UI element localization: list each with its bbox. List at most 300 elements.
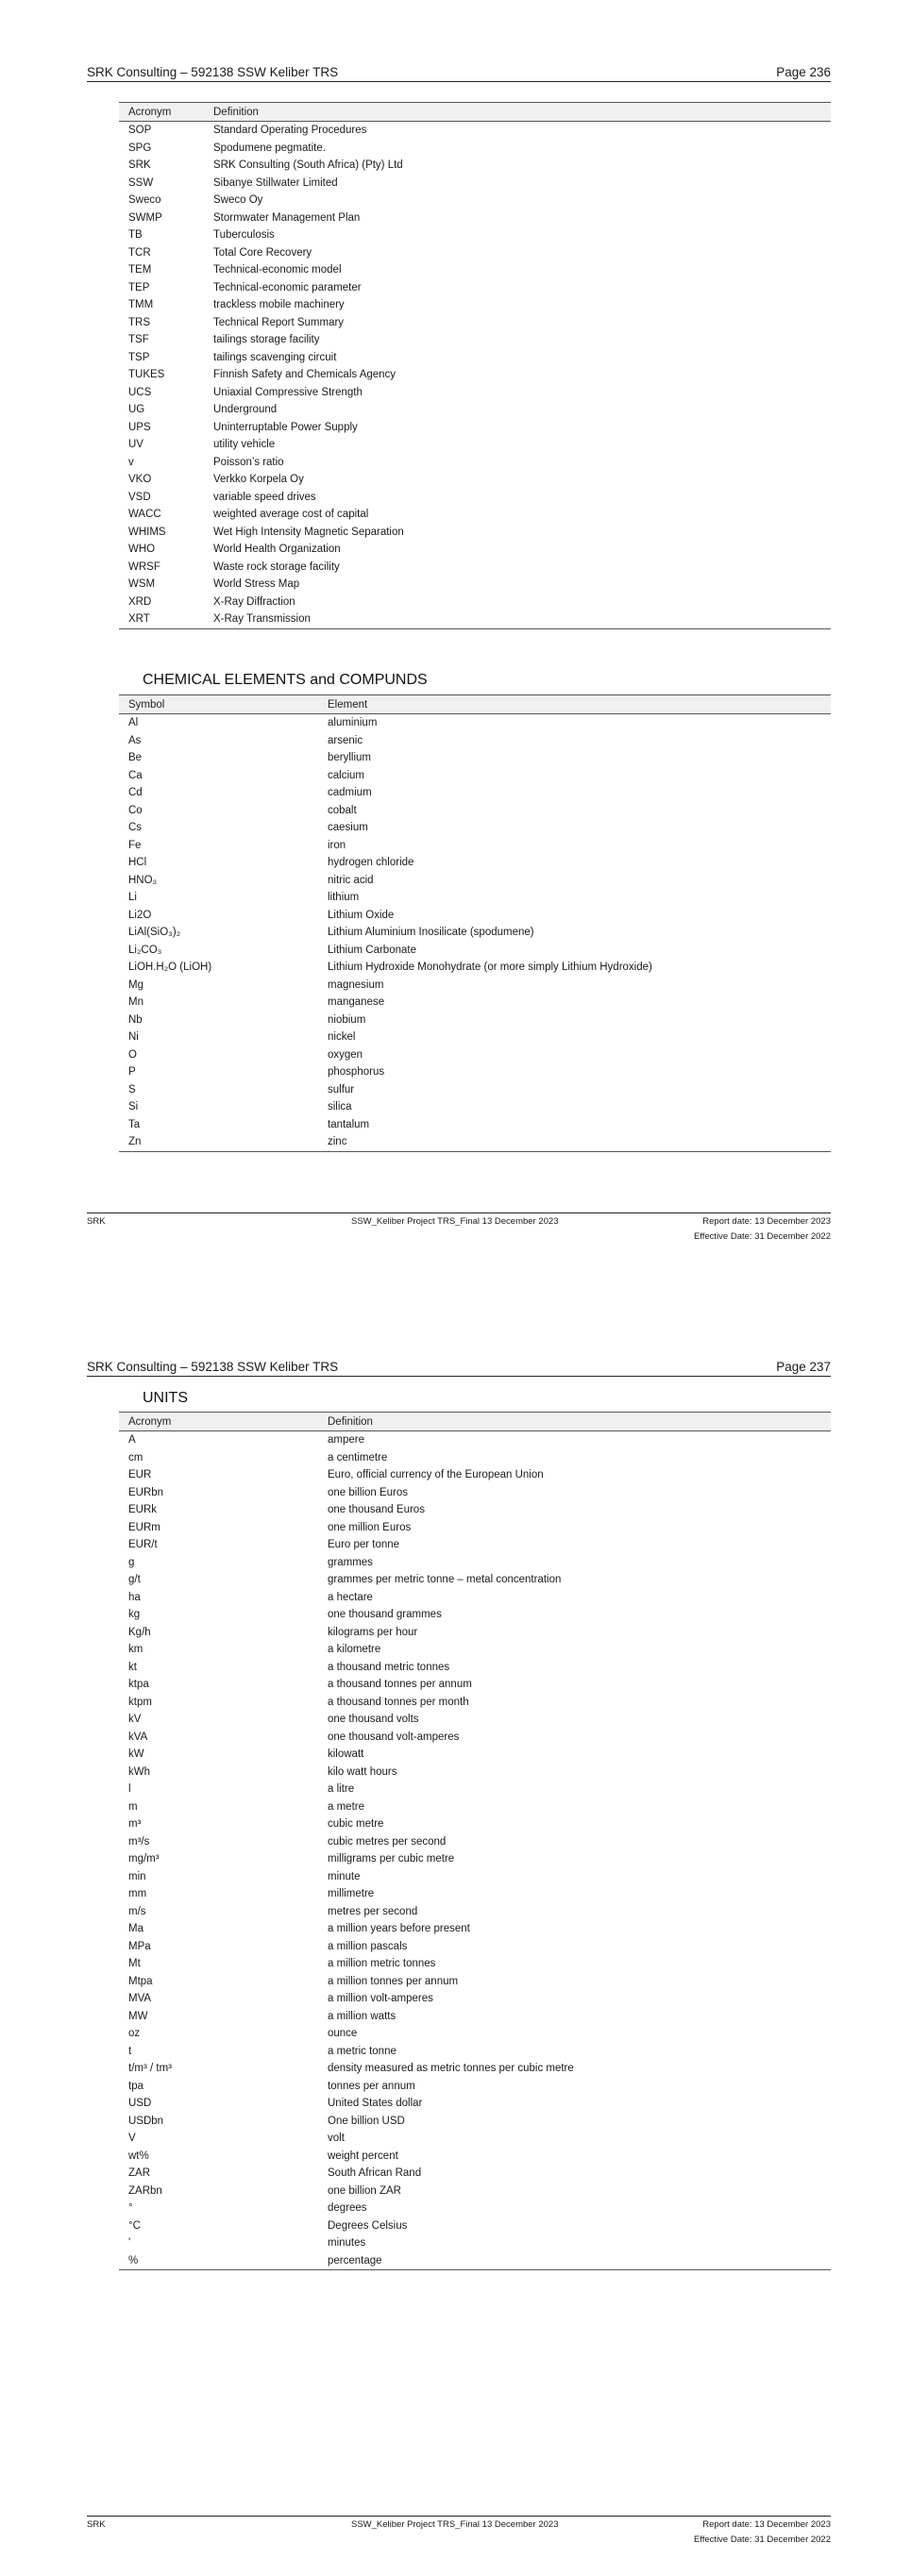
table-row (119, 1694, 831, 1712)
term-cell: Li₂CO₃ (128, 944, 162, 956)
column-header: Acronym (119, 103, 204, 122)
definition-cell: oxygen (328, 1048, 363, 1061)
definition-cell: a metre (328, 1800, 364, 1813)
table-row (119, 454, 831, 472)
term-cell: m/s (128, 1905, 146, 1917)
header-title: SRK Consulting – 592138 SSW Keliber TRS (87, 1360, 339, 1374)
table-row (119, 192, 831, 209)
term-cell: LiOH.H₂O (LiOH) (128, 962, 212, 974)
table-row (119, 714, 831, 732)
term-cell: % (119, 2252, 318, 2270)
definition-cell: tantalum (328, 1118, 370, 1130)
definition-cell: one billion Euros (328, 1486, 409, 1498)
definition-cell: Sweco Oy (213, 194, 263, 207)
term-cell: Nb (128, 1013, 143, 1026)
definition-cell: variable speed drives (213, 491, 316, 503)
table-row (119, 1781, 831, 1798)
term-cell: tpa (128, 2080, 143, 2092)
footer-effective-date: Effective Date: 31 December 2022 (693, 1231, 831, 1242)
page-number: Page 237 (776, 1360, 831, 1374)
definition-cell: a million volt-amperes (328, 1993, 433, 2005)
table-row (119, 2165, 831, 2183)
column-header: Definition (204, 103, 831, 122)
term-cell: SOP (128, 125, 152, 137)
definition-cell: Lithium Carbonate (328, 944, 416, 956)
definition-cell: minutes (328, 2237, 366, 2250)
definition-cell: Technical-economic parameter (213, 281, 362, 293)
table-row (119, 1081, 831, 1099)
table-row (119, 122, 831, 140)
term-cell: XRT (119, 611, 204, 628)
definition-cell: SRK Consulting (South Africa) (Pty) Ltd (213, 159, 403, 172)
term-cell: WHO (128, 544, 156, 556)
table-row (119, 1466, 831, 1484)
term-cell: UG (128, 404, 145, 416)
term-cell: m (128, 1800, 138, 1813)
term-cell: As (128, 734, 142, 746)
table-row (119, 1029, 831, 1046)
definition-cell: niobium (328, 1013, 366, 1026)
table-row (119, 1449, 831, 1467)
table-row (119, 2043, 831, 2061)
definition-cell: kilowatt (328, 1748, 364, 1761)
term-cell: SRK (128, 159, 151, 172)
term-cell: TMM (128, 299, 154, 311)
table-row (119, 1711, 831, 1729)
term-cell: S (128, 1083, 136, 1096)
table-row (119, 1746, 831, 1764)
definition-cell: tailings scavenging circuit (213, 351, 337, 363)
table-row (119, 506, 831, 524)
term-cell: USD (128, 2098, 152, 2110)
table-row (119, 1815, 831, 1833)
definition-cell: one million Euros (328, 1521, 412, 1533)
table-row (119, 2095, 831, 2113)
term-cell: Si (128, 1101, 139, 1113)
table-row (119, 1903, 831, 1921)
table-row (119, 1729, 831, 1747)
table-row (119, 1624, 831, 1642)
term-cell: Cd (128, 787, 143, 799)
table-row (119, 2252, 831, 2270)
table-row (119, 1012, 831, 1029)
column-header: Definition (318, 1413, 831, 1431)
table-row (119, 1833, 831, 1851)
table-row (119, 1920, 831, 1938)
table-row (119, 819, 831, 837)
table-row (119, 907, 831, 925)
definition-cell: Technical-economic model (213, 264, 342, 276)
definition-cell: arsenic (328, 734, 363, 746)
term-cell: min (128, 1870, 146, 1882)
definition-cell: minute (328, 1870, 361, 1882)
footer-report-date: Report date: 13 December 2023 (702, 2519, 831, 2530)
table-row (119, 1885, 831, 1903)
table-row (119, 2113, 831, 2131)
definition-cell: degrees (328, 2202, 367, 2215)
definition-cell: Underground (213, 404, 278, 416)
table-row (119, 1133, 831, 1151)
definition-cell: milligrams per cubic metre (328, 1853, 455, 1865)
table-row (119, 2060, 831, 2078)
definition-cell: manganese (328, 996, 385, 1009)
definition-cell: Standard Operating Procedures (213, 125, 367, 137)
table-row (119, 2130, 831, 2148)
definition-cell: a million tonnes per annum (328, 1975, 459, 1987)
term-cell: ha (128, 1591, 141, 1603)
definition-cell: a million pascals (328, 1940, 408, 1952)
page-header (87, 62, 831, 82)
term-cell: TEP (128, 281, 150, 293)
definition-cell: One billion USD (328, 2115, 405, 2127)
definition-cell: caesium (328, 822, 368, 834)
table-row (119, 419, 831, 437)
footer-effective-date: Effective Date: 31 December 2022 (693, 2534, 831, 2545)
table-row (119, 977, 831, 995)
term-cell: O (128, 1048, 137, 1061)
table-row (119, 1641, 831, 1659)
page-header (87, 1357, 831, 1377)
term-cell: EURm (128, 1521, 160, 1533)
table-row (119, 279, 831, 297)
table-row (119, 732, 831, 750)
definition-cell: Tuberculosis (213, 229, 275, 242)
header-title: SRK Consulting – 592138 SSW Keliber TRS (87, 65, 339, 79)
table-row (119, 1589, 831, 1607)
definition-cell: Stormwater Management Plan (213, 211, 361, 224)
definition-cell: Total Core Recovery (213, 246, 312, 259)
definition-cell: kilo watt hours (328, 1765, 397, 1778)
term-cell: TEM (128, 264, 152, 276)
term-cell: UV (128, 439, 143, 451)
table-row (119, 2078, 831, 2096)
definition-cell: cadmium (328, 787, 372, 799)
term-cell: USDbn (128, 2115, 164, 2127)
definition-cell: aluminium (328, 717, 378, 729)
table-row (119, 1850, 831, 1868)
table-row (119, 1938, 831, 1956)
table-row (119, 1501, 831, 1519)
definition-cell: one thousand grammes (328, 1609, 442, 1621)
term-cell: m³/s (128, 1835, 150, 1848)
definition-cell: one billion ZAR (328, 2184, 401, 2197)
term-cell: mg/m³ (128, 1853, 160, 1865)
table-row (119, 1554, 831, 1572)
definition-cell: phosphorus (328, 1066, 385, 1079)
term-cell: km (128, 1644, 143, 1656)
term-cell: TB (128, 229, 143, 242)
table-row (119, 1676, 831, 1694)
definition-cell: Wet High Intensity Magnetic Separation (213, 526, 404, 538)
term-cell: Mt (128, 1958, 141, 1970)
chemicals-table (119, 694, 831, 1152)
definition-cell: tonnes per annum (328, 2080, 415, 2092)
table-row (119, 749, 831, 767)
term-cell: VSD (128, 491, 151, 503)
definition-cell: a litre (328, 1783, 355, 1796)
term-cell: m³ (128, 1818, 142, 1831)
term-cell: Li2O (128, 909, 152, 921)
definition-cell: lithium (328, 892, 360, 904)
table-row (119, 366, 831, 384)
table-row (119, 209, 831, 227)
table-row (119, 1955, 831, 1973)
definition-cell: a hectare (328, 1591, 373, 1603)
table-row (119, 889, 831, 907)
table-header-row (119, 103, 831, 122)
definition-cell: weighted average cost of capital (213, 509, 369, 521)
column-header: Symbol (119, 695, 318, 714)
term-cell: Ni (128, 1031, 139, 1044)
term-cell: l (128, 1783, 131, 1796)
definition-cell: grammes (328, 1556, 373, 1568)
definition-cell: X-Ray Diffraction (213, 595, 295, 608)
definition-cell: magnesium (328, 979, 384, 991)
term-cell: WRSF (128, 560, 160, 573)
term-cell: Kg/h (128, 1626, 151, 1638)
definition-cell: cobalt (328, 804, 357, 816)
term-cell: ZAR (128, 2167, 150, 2180)
definition-cell: Euro per tonne (328, 1539, 400, 1551)
term-cell: v (128, 456, 134, 468)
table-row (119, 784, 831, 802)
term-cell: Co (128, 804, 143, 816)
term-cell: TRS (128, 316, 150, 328)
table-row (119, 1990, 831, 2008)
term-cell: UCS (128, 386, 152, 398)
term-cell: ° (128, 2202, 133, 2215)
table-row (119, 140, 831, 158)
term-cell: V (128, 2133, 136, 2145)
term-cell: kV (128, 1714, 142, 1726)
table-row (119, 384, 831, 402)
term-cell: LiAl(SiO₃)₂ (128, 927, 181, 939)
term-cell: t (128, 2045, 132, 2057)
table-row (119, 924, 831, 942)
definition-cell: Lithium Aluminium Inosilicate (spodumene) (328, 927, 534, 939)
definition-cell: cubic metres per second (328, 1835, 447, 1848)
term-cell: UPS (128, 421, 151, 433)
term-cell: Ta (128, 1118, 141, 1130)
term-cell: WSM (128, 578, 156, 591)
definition-cell: millimetre (328, 1888, 375, 1900)
table-row (119, 1116, 831, 1134)
definition-cell: a centimetre (328, 1451, 388, 1464)
term-cell: SSW (128, 176, 154, 189)
term-cell: MW (128, 2010, 148, 2022)
table-row (119, 1764, 831, 1781)
term-cell: wt% (128, 2149, 149, 2162)
definition-cell: Uniaxial Compressive Strength (213, 386, 363, 398)
term-cell: Mn (128, 996, 143, 1009)
page-footer (87, 2516, 831, 2545)
term-cell: Al (128, 717, 139, 729)
definition-cell: trackless mobile machinery (213, 299, 345, 311)
term-cell: Sweco (128, 194, 161, 207)
definition-cell: nickel (328, 1031, 356, 1044)
term-cell: EUR (128, 1469, 152, 1481)
section-title-chemicals: CHEMICAL ELEMENTS and COMPUNDS (143, 672, 428, 688)
table-row (119, 2217, 831, 2235)
table-row (119, 175, 831, 192)
table-row (119, 576, 831, 594)
table-row (119, 2200, 831, 2217)
term-cell: SWMP (128, 211, 162, 224)
definition-cell: utility vehicle (213, 439, 276, 451)
definition-cell: silica (328, 1101, 352, 1113)
definition-cell: South African Rand (328, 2167, 422, 2180)
table-row (119, 436, 831, 454)
term-cell: kWh (128, 1765, 150, 1778)
definition-cell: Euro, official currency of the European Union (328, 1469, 544, 1481)
definition-cell: Spodumene pegmatite. (213, 142, 326, 154)
definition-cell: a thousand metric tonnes (328, 1661, 450, 1673)
table-row (119, 1868, 831, 1886)
definition-cell: Verkko Korpela Oy (213, 474, 304, 486)
definition-cell: a metric tonne (328, 2045, 396, 2057)
definition-cell: beryllium (328, 752, 372, 764)
table-row (119, 244, 831, 262)
table-row (119, 767, 831, 785)
section-title-units: UNITS (143, 1390, 188, 1406)
definition-cell: one thousand volts (328, 1714, 419, 1726)
table-row (119, 1519, 831, 1537)
term-cell: WHIMS (128, 526, 166, 538)
definition-cell: weight percent (328, 2149, 398, 2162)
definition-cell: Uninterruptable Power Supply (213, 421, 358, 433)
term-cell: kW (128, 1748, 144, 1761)
term-cell: EUR/t (128, 1539, 158, 1551)
term-cell: cm (128, 1451, 143, 1464)
definition-cell: grammes per metric tonne – metal concentration (328, 1574, 562, 1586)
table-row (119, 2025, 831, 2043)
definition-cell: volt (328, 2133, 345, 2145)
definition-cell: Poisson’s ratio (213, 456, 284, 468)
term-cell: t/m³ / tm³ (128, 2063, 172, 2075)
definition-cell: Technical Report Summary (213, 316, 345, 328)
term-cell: Cs (128, 822, 143, 834)
definition-cell: World Health Organization (213, 544, 341, 556)
definition-cell: kilograms per hour (328, 1626, 418, 1638)
definition-cell: percentage (318, 2252, 831, 2270)
term-cell: XRD (128, 595, 152, 608)
table-row (119, 1798, 831, 1816)
table-row (119, 331, 831, 349)
term-cell: VKO (128, 474, 152, 486)
definition-cell: a kilometre (328, 1644, 381, 1656)
term-cell: ZARbn (128, 2184, 162, 2197)
term-cell: Zn (119, 1133, 318, 1151)
table-row (119, 994, 831, 1012)
table-row (119, 1098, 831, 1116)
term-cell: Fe (128, 839, 142, 851)
definition-cell: zinc (318, 1133, 831, 1151)
term-cell: Be (128, 752, 143, 764)
table-header-row (119, 695, 831, 714)
table-row (119, 541, 831, 559)
definition-cell: a million watts (328, 2010, 396, 2022)
table-header-row (119, 1413, 831, 1431)
definition-cell: X-Ray Transmission (204, 611, 831, 628)
definition-cell: nitric acid (328, 874, 374, 886)
table-row (119, 1973, 831, 1991)
term-cell: TSF (128, 334, 149, 346)
table-row (119, 1606, 831, 1624)
term-cell: ktpa (128, 1679, 149, 1691)
definition-cell: one thousand volt-amperes (328, 1731, 460, 1743)
table-row (119, 2148, 831, 2166)
table-row (119, 489, 831, 507)
term-cell: kg (128, 1609, 141, 1621)
definition-cell: United States dollar (328, 2098, 423, 2110)
table-row (119, 2183, 831, 2200)
term-cell: HCl (128, 857, 147, 869)
footer-company: SRK (87, 1216, 106, 1227)
table-row (119, 1046, 831, 1064)
table-row (119, 349, 831, 367)
table-row (119, 401, 831, 419)
footer-company: SRK (87, 2519, 106, 2530)
acronyms-table (119, 102, 831, 629)
term-cell: Li (128, 892, 137, 904)
table-row (119, 854, 831, 872)
footer-document: SSW_Keliber Project TRS_Final 13 December 2023 (351, 2519, 559, 2530)
table-row (119, 1536, 831, 1554)
term-cell: Mg (128, 979, 143, 991)
definition-cell: iron (328, 839, 346, 851)
definition-cell: a million metric tonnes (328, 1958, 436, 1970)
table-row (119, 1659, 831, 1677)
table-row (119, 314, 831, 332)
definition-cell: Lithium Oxide (328, 909, 395, 921)
term-cell: g/t (128, 1574, 141, 1586)
definition-cell: calcium (328, 769, 364, 781)
table-row (119, 524, 831, 542)
definition-cell: Degrees Celsius (328, 2219, 408, 2232)
definition-cell: Finnish Safety and Chemicals Agency (213, 369, 396, 381)
table-row (119, 2008, 831, 2026)
term-cell: Mtpa (128, 1975, 153, 1987)
table-row (119, 559, 831, 577)
definition-cell: ampere (328, 1434, 364, 1447)
table-row (119, 2234, 831, 2252)
column-header: Acronym (119, 1413, 318, 1431)
definition-cell: tailings storage facility (213, 334, 320, 346)
table-row (119, 594, 831, 611)
table-row (119, 1431, 831, 1449)
table-row (119, 959, 831, 977)
term-cell: P (128, 1066, 136, 1079)
term-cell: oz (128, 2028, 141, 2040)
term-cell: MVA (128, 1993, 152, 2005)
page-number: Page 236 (776, 65, 831, 79)
footer-report-date: Report date: 13 December 2023 (702, 1216, 831, 1227)
table-row (119, 471, 831, 489)
term-cell: HNO₃ (128, 874, 158, 886)
definition-cell: a thousand tonnes per month (328, 1696, 469, 1708)
units-table (119, 1412, 831, 2270)
table-row (119, 1571, 831, 1589)
table-row (119, 802, 831, 820)
term-cell: Ca (128, 769, 143, 781)
term-cell: g (128, 1556, 135, 1568)
term-cell: WACC (128, 509, 161, 521)
term-cell: A (128, 1434, 136, 1447)
table-row (119, 1063, 831, 1081)
term-cell: EURbn (128, 1486, 164, 1498)
table-row (119, 942, 831, 960)
footer-document: SSW_Keliber Project TRS_Final 13 December 2023 (351, 1216, 559, 1227)
